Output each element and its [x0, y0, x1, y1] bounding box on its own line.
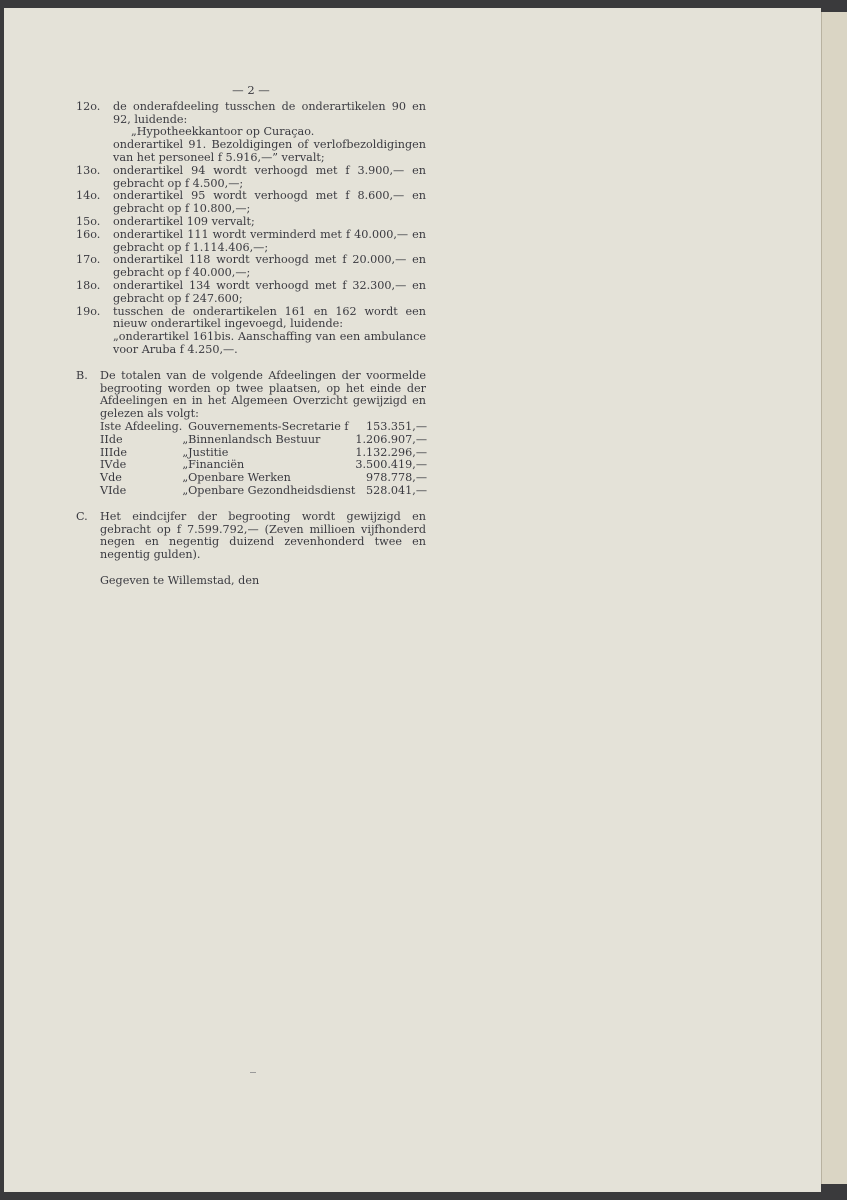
afdeeling-ordinal: VIde [100, 483, 127, 497]
item-text: onderartikel 118 wordt verhoogd met f 20.000,— en gebracht op f 40.000,—; [113, 253, 426, 280]
afdeeling-amount: 528.041,— [366, 483, 428, 497]
section-c [76, 511, 426, 562]
item-text: onderartikel 134 wordt verhoogd met f 32.300,— en gebracht op f 247.600; [113, 278, 426, 305]
item-text: tusschen de onderartikelen 161 en 162 wordt een nieuw onderartikel ingevoegd, luidende: [113, 304, 426, 331]
ditto-mark: „ [182, 471, 189, 485]
page-number: — 2 — [232, 83, 270, 97]
item-continuation: onderartikel 91. Bezoldigingen of verlofbezoldigingen van het personeel f 5.916,—” vervalt; [113, 138, 426, 164]
afdeeling-totals-table [100, 421, 427, 498]
item-number: 15o. [76, 214, 101, 228]
given-at-line: Gegeven te Willemstad, den [100, 573, 260, 587]
list-item [76, 101, 426, 165]
item-text: onderartikel 94 wordt verhoogd met f 3.900,— en gebracht op f 4.500,—; [113, 163, 426, 190]
item-number: 13o. [76, 163, 101, 177]
item-number: 17o. [76, 253, 101, 267]
afdeeling-ordinal: IIIde [100, 445, 128, 459]
afdeeling-amount: 1.132.296,— [355, 445, 428, 459]
afdeeling-name: Openbare Gezondheidsdienst [188, 483, 356, 497]
afdeeling-amount: 153.351,— [366, 419, 428, 433]
afdeeling-amount: 3.500.419,— [355, 458, 428, 472]
list-item [76, 280, 426, 306]
afdeeling-amount: 978.778,— [366, 471, 428, 485]
paper-speck [250, 1072, 256, 1073]
section-c-text: Het eindcijfer der begrooting wordt gewijzigd en gebracht op f 7.599.792,— (Zeven millioen vijfhonderd negen en negentig duizend zevenhonderd twee en negentig gulden). [100, 509, 426, 562]
afdeeling-ordinal: IIde [100, 432, 123, 446]
ditto-mark: „ [182, 432, 189, 446]
item-text: onderartikel 111 wordt verminderd met f 40.000,— en gebracht op f 1.114.406,—; [113, 227, 426, 254]
ditto-mark: „ [182, 445, 189, 459]
ditto-mark: „ [182, 458, 189, 472]
item-quote: „Hypotheekkantoor op Curaçao. [131, 125, 315, 139]
afdeeling-name: Gouvernements-Secretarie f [188, 419, 349, 433]
list-item [76, 229, 426, 255]
list-item [76, 216, 426, 229]
section-b-text: De totalen van de volgende Afdeelingen der voormelde begrooting worden op twee plaatsen, op het einde der Afdeelingen en in het Algemeen Overzicht gewijzigd en gelezen als volgt: [100, 368, 426, 421]
next-page-edge [821, 12, 847, 1184]
item-number: 16o. [76, 227, 101, 241]
table-row [100, 472, 427, 485]
item-number: 18o. [76, 278, 101, 292]
document-content [76, 84, 426, 588]
afdeeling-ordinal: Vde [100, 471, 122, 485]
afdeeling-name: Financiën [188, 458, 245, 472]
afdeeling-name: Openbare Werken [188, 471, 291, 485]
item-text: onderartikel 109 vervalt; [113, 214, 255, 228]
afdeeling-ordinal: Iste Afdeeling. [100, 419, 183, 433]
table-row [100, 421, 427, 434]
section-c-letter: C. [76, 509, 88, 523]
afdeeling-name: Justitie [188, 445, 229, 459]
table-row [100, 485, 427, 498]
section-b-letter: B. [76, 368, 88, 382]
afdeeling-name: Binnenlandsch Bestuur [188, 432, 321, 446]
item-continuation: „onderartikel 161bis. Aanschaffing van een ambulance voor Aruba f 4.250,—. [113, 330, 426, 356]
list-item [76, 254, 426, 280]
item-list [76, 101, 426, 357]
item-number: 19o. [76, 304, 101, 318]
table-row [100, 434, 427, 447]
item-number: 14o. [76, 189, 101, 203]
afdeeling-amount: 1.206.907,— [355, 432, 428, 446]
item-text: onderartikel 95 wordt verhoogd met f 8.600,— en gebracht op f 10.800,—; [113, 189, 426, 216]
list-item [76, 190, 426, 216]
ditto-mark: „ [182, 483, 189, 497]
item-text: de onderafdeeling tusschen de onderartikelen 90 en 92, luidende: [113, 99, 426, 126]
list-item [76, 306, 426, 357]
item-number: 12o. [76, 99, 101, 113]
section-b [76, 370, 426, 421]
afdeeling-ordinal: IVde [100, 458, 127, 472]
list-item [76, 165, 426, 191]
